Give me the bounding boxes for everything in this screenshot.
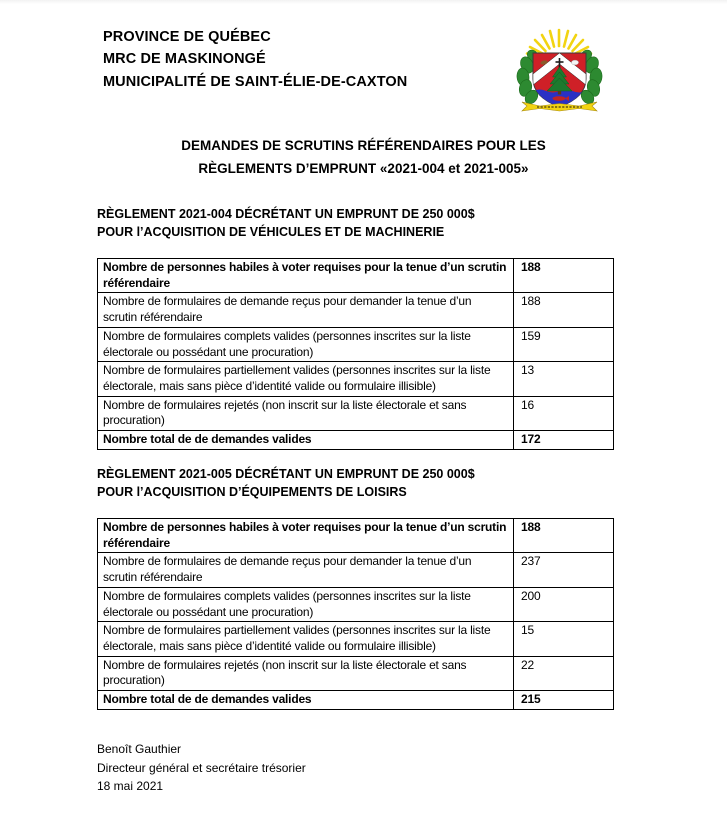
row-value: 13 (514, 362, 614, 396)
section-heading-reglement-2021-004 (97, 206, 475, 241)
row-value: 188 (514, 519, 614, 553)
table-row (98, 587, 614, 621)
row-value: 188 (514, 259, 614, 293)
row-value: 172 (514, 431, 614, 450)
section-heading-line-2: POUR l’ACQUISITION D’ÉQUIPEMENTS DE LOISIRS (97, 484, 407, 499)
results-table-2021-004 (97, 258, 614, 450)
table-row (98, 293, 614, 327)
table-row (98, 656, 614, 690)
section-heading-reglement-2021-005 (97, 466, 475, 501)
row-value: 200 (514, 587, 614, 621)
table-row (98, 519, 614, 553)
row-label: Nombre de personnes habiles à voter requises pour la tenue d’un scrutin référendaire (98, 259, 514, 293)
section-heading-line-2: POUR l’ACQUISITION DE VÉHICULES ET DE MACHINERIE (97, 224, 445, 239)
document-title (0, 134, 727, 180)
row-value: 15 (514, 622, 614, 656)
row-label: Nombre de formulaires partiellement valides (personnes inscrites sur la liste électorale, mais sans pièce d’identité valide ou formulaire illisible) (98, 622, 514, 656)
table-row (98, 622, 614, 656)
row-label: Nombre total de de demandes valides (98, 691, 514, 710)
table-row (98, 553, 614, 587)
row-value: 159 (514, 327, 614, 361)
letterhead (103, 26, 407, 93)
row-value: 16 (514, 396, 614, 430)
row-value: 22 (514, 656, 614, 690)
document-title-line-1: DEMANDES DE SCRUTINS RÉFÉRENDAIRES POUR LES (181, 138, 546, 153)
row-label: Nombre de personnes habiles à voter requises pour la tenue d’un scrutin référendaire (98, 519, 514, 553)
row-label: Nombre de formulaires complets valides (personnes inscrites sur la liste électorale ou possédant une procuration) (98, 327, 514, 361)
table-row (98, 362, 614, 396)
table-row (98, 396, 614, 430)
row-label: Nombre de formulaires de demande reçus pour demander la tenue d’un scrutin référendaire (98, 293, 514, 327)
row-value: 215 (514, 691, 614, 710)
row-value: 188 (514, 293, 614, 327)
signatory-name: Benoît Gauthier (97, 742, 182, 756)
document-title-line-2: RÈGLEMENTS D’EMPRUNT «2021-004 et 2021-005» (198, 161, 529, 176)
row-label: Nombre total de de demandes valides (98, 431, 514, 450)
signatory-role: Directeur général et secrétaire trésorier (97, 760, 306, 775)
row-label: Nombre de formulaires rejetés (non inscrit sur la liste électorale et sans procuration) (98, 396, 514, 430)
letterhead-line-mrc: MRC DE MASKINONGÉ (103, 51, 266, 68)
section-heading-line-1: RÈGLEMENT 2021-005 DÉCRÉTANT UN EMPRUNT DE 250 000$ (97, 467, 475, 481)
section-heading-line-1: RÈGLEMENT 2021-004 DÉCRÉTANT UN EMPRUNT DE 250 000$ (97, 207, 475, 221)
letterhead-line-province: PROVINCE DE QUÉBEC (103, 29, 271, 45)
row-value: 237 (514, 553, 614, 587)
table-row (98, 327, 614, 361)
sun-rays-icon (527, 30, 591, 56)
lamb-charge-icon (571, 60, 578, 65)
table-total-row (98, 431, 614, 450)
document-date: 18 mai 2021 (97, 779, 164, 794)
municipal-coat-of-arms-icon (513, 23, 606, 114)
row-label: Nombre de formulaires de demande reçus pour demander la tenue d’un scrutin référendaire (98, 553, 514, 587)
row-label: Nombre de formulaires complets valides (personnes inscrites sur la liste électorale ou possédant une procuration) (98, 587, 514, 621)
row-label: Nombre de formulaires partiellement valides (personnes inscrites sur la liste électorale, mais sans pièce d’identité valide ou formulaire illisible) (98, 362, 514, 396)
results-table-2021-005 (97, 518, 614, 710)
table-row (98, 259, 614, 293)
row-label: Nombre de formulaires rejetés (non inscrit sur la liste électorale et sans procuration) (98, 656, 514, 690)
letterhead-line-municipalite: MUNICIPALITÉ DE SAINT-ÉLIE-DE-CAXTON (103, 73, 408, 90)
table-total-row (98, 691, 614, 710)
signature-block (97, 740, 306, 796)
